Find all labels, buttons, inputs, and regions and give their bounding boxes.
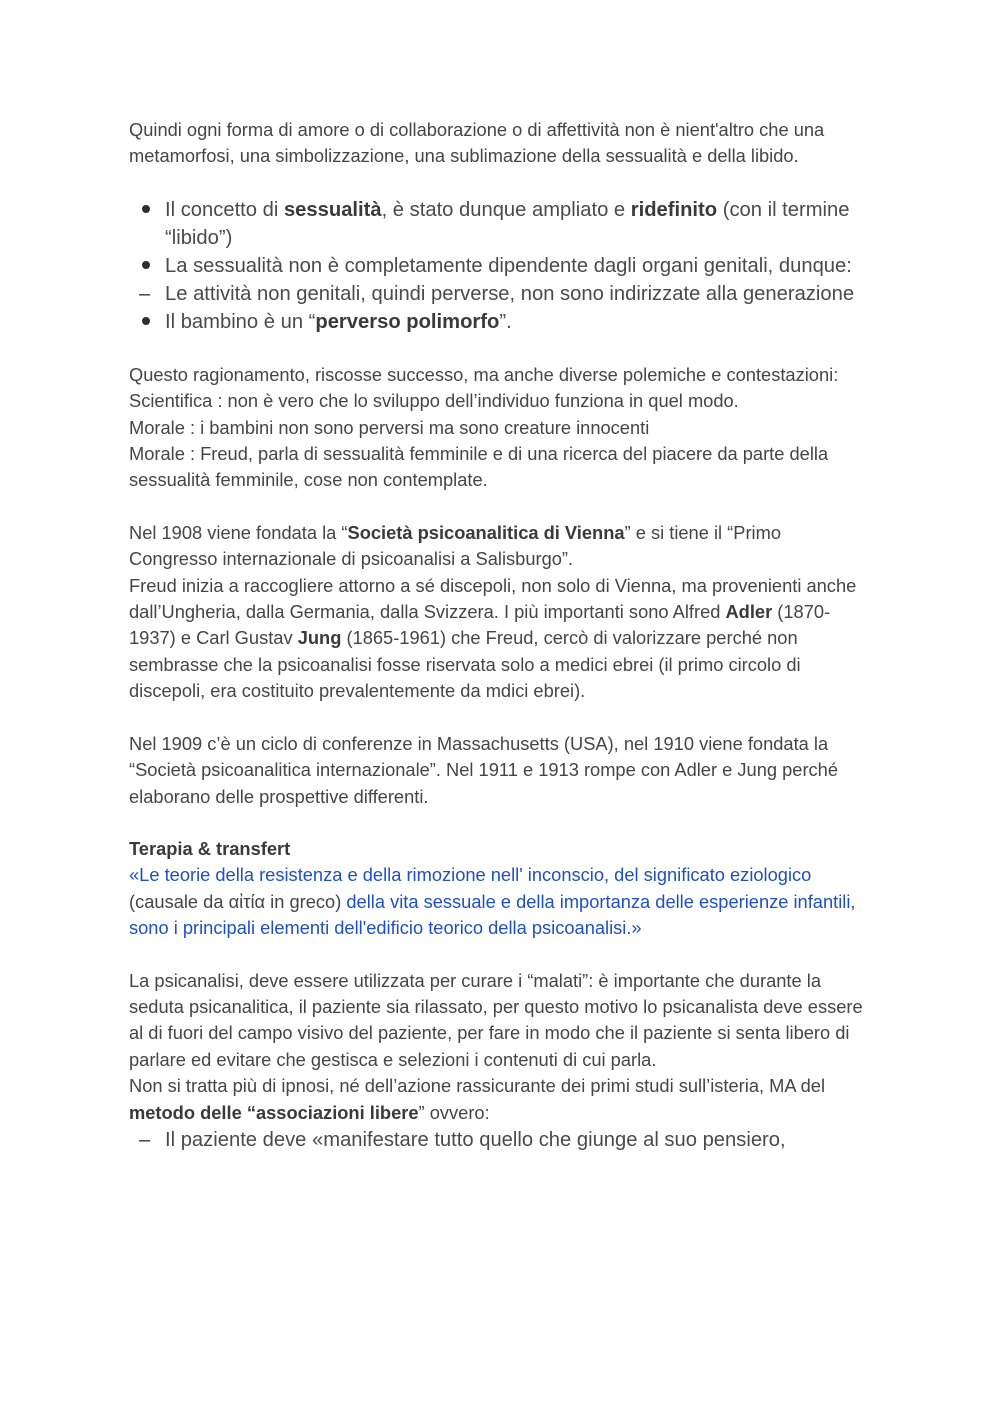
section-heading: Terapia & transfert xyxy=(129,837,291,859)
list-item: Il bambino è un “perverso polimorfo”. xyxy=(129,308,874,336)
paragraph-controversy: Questo ragionamento, riscosse successo, ma anche diverse polemiche e contestazioni: Scientifica : non è vero che lo sviluppo dell’individuo funziona in quel modo. Morale : i bambini non sono perversi ma sono creature innocenti Morale : Freud, parla di sessualità femminile e di una ricerca del piacere da parte della sessualità femminile, cose non contemplate. xyxy=(129,363,839,491)
paragraph-libido: Quindi ogni forma di amore o di collaborazione o di affettività non è nient'altro che una metamorfosi, una simbolizzazione, una sublimazione della sessualità e della libido. xyxy=(129,119,825,167)
paragraph-psychoanalysis: La psicanalisi, deve essere utilizzata per curare i “malati”: è importante che durante la seduta psicanalitica, il paziente sia rilassato, per questo motivo lo psicanalista deve essere al di fuori del campo visivo del paziente, per fare in modo che il paziente si senta libero di parlare ed evitare che gestisca e selezioni i contenuti di cui parla. Non si tratta più di ipnosi, né dell’azione rassicurante dei primi studi sull’isteria, MA del metodo delle “associazioni libere” ovvero: xyxy=(129,969,863,1123)
bullet-dot-icon xyxy=(142,205,150,213)
bullet-dot-icon xyxy=(142,261,150,269)
quote-block: «Le teorie della resistenza e della rimozione nell' inconscio, del significato eziologico (causale da αἰτία in greco) della vita sessuale e della importanza delle esperienze infantili, sono i principali elementi dell'edificio teorico della psicoanalisi.» xyxy=(129,864,856,939)
list-item: Il concetto di sessualità, è stato dunque ampliato e ridefinito (con il termine “libido”) xyxy=(129,196,874,252)
dash-icon: – xyxy=(139,282,151,305)
paragraph-vienna-society: Nel 1908 viene fondata la “Società psicoanalitica di Vienna” e si tiene il “Primo Congresso internazionale di psicoanalisi a Salisburgo”. Freud inizia a raccogliere attorno a sé discepoli, non solo di Vienna, ma provenienti anche dall’Ungheria, dalla Germania, dalla Svizzera. I più importanti sono Alfred Adler (1870-1937) e Carl Gustav Jung (1865-1961) che Freud, cercò di valorizzare perché non sembrasse che la psicoanalisi fosse riservata solo a medici ebrei (il primo circolo di discepoli, era costituito prevalentemente da mdici ebrei). xyxy=(129,521,857,702)
list-item: La sessualità non è completamente dipendente dagli organi genitali, dunque: xyxy=(129,252,874,280)
method-list xyxy=(129,1126,874,1154)
paragraph-conferences: Nel 1909 c’è un ciclo di conferenze in Massachusetts (USA), nel 1910 viene fondata la “Società psicoanalitica internazionale”. Nel 1911 e 1913 rompe con Adler e Jung perché elaborano delle prospettive differenti. xyxy=(129,732,839,807)
dash-icon: – xyxy=(139,1128,151,1151)
bullet-dot-icon xyxy=(142,317,150,325)
concept-list xyxy=(129,196,874,336)
list-item: – Le attività non genitali, quindi perverse, non sono indirizzate alla generazione xyxy=(129,280,874,308)
list-item: – Il paziente deve «manifestare tutto quello che giunge al suo pensiero, xyxy=(129,1126,874,1154)
document-body xyxy=(129,117,874,1154)
